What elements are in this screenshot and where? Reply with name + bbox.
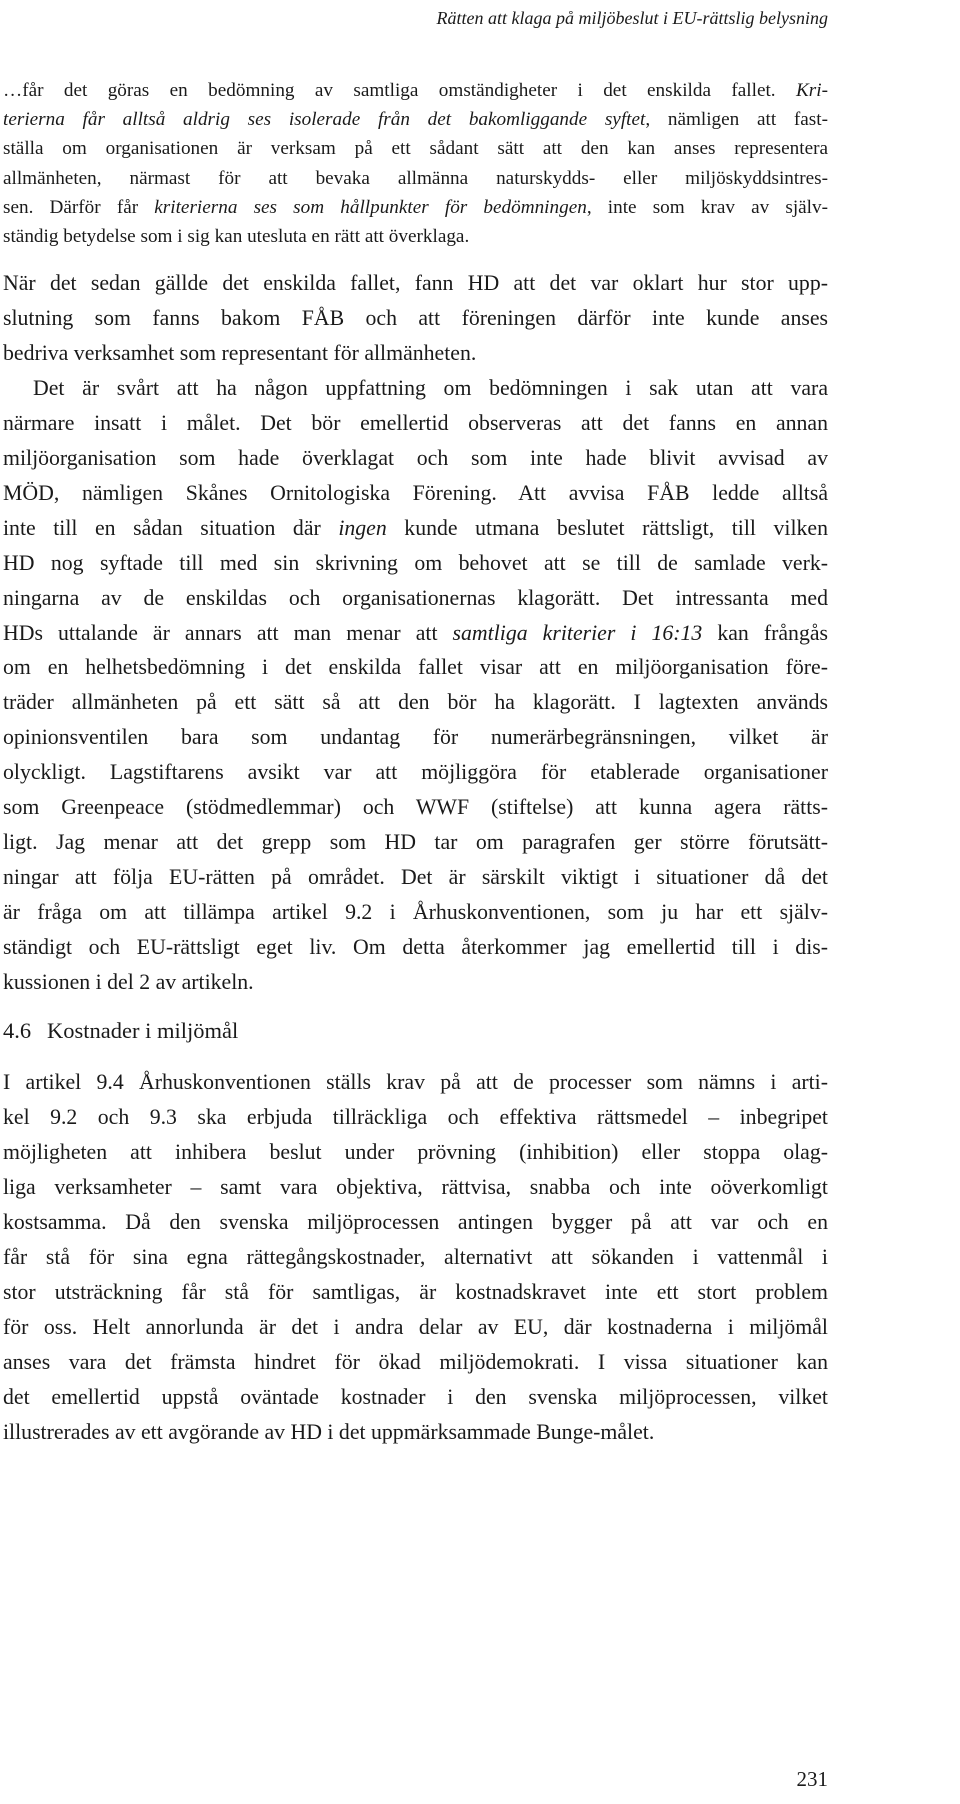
body-line: ständigt och EU-rättsligt eget liv. Om detta återkommer jag emellertid till i dis- — [3, 935, 828, 960]
body-line: HDs uttalande är annars att man menar att samtliga kriterier i 16:13 kan frångås — [3, 620, 829, 645]
body-line: Det är svårt att ha någon uppfattning om bedömningen i sak utan att vara — [33, 375, 828, 400]
body-emphasis: ingen — [338, 515, 387, 540]
body-line: anses vara det främsta hindret för ökad miljödemokrati. I vissa situationer kan — [3, 1349, 828, 1374]
body-line: närmare insatt i målet. Det bör emellertid observeras att det fanns en annan — [3, 410, 828, 435]
quoted-passage — [0, 76, 828, 251]
body-line: om en helhetsbedömning i det enskilda fallet visar att en miljöorganisation före- — [3, 655, 828, 680]
body-line: opinionsventilen bara som undantag för numerärbegränsningen, vilket är — [3, 725, 828, 750]
body-line: illustrerades av ett avgörande av HD i det uppmärksammade Bunge-målet. — [3, 1419, 655, 1444]
page-number: 231 — [796, 1767, 828, 1791]
body-line: olyckligt. Lagstiftarens avsikt var att möjliggöra för etablerade organisationer — [3, 760, 828, 785]
body-line: I artikel 9.4 Århuskonventionen ställs krav på att de processer som nämns i arti- — [3, 1070, 828, 1094]
body-emphasis: samtliga kriterier i 16:13 — [452, 620, 703, 645]
body-line: ligt. Jag menar att det grepp som HD tar om paragrafen ger större förutsätt- — [3, 830, 828, 855]
body-paragraphs — [0, 266, 828, 1000]
body-line: är fråga om att tillämpa artikel 9.2 i Århuskonventionen, som ju har ett själv- — [3, 900, 828, 925]
quote-emphasis: Kri- — [796, 80, 828, 101]
section-title: Kostnader i miljömål — [47, 1018, 239, 1043]
body-line: kel 9.2 och 9.3 ska erbjuda tillräckliga och effektiva rättsmedel – inbegripet — [3, 1104, 828, 1129]
quote-line: ständig betydelse som i sig kan utesluta en rätt att överklaga. — [3, 226, 470, 248]
quote-line: …får det göras en bedömning av samtliga omständigheter i det enskilda fallet. Kri- — [3, 80, 828, 101]
quote-line: sen. Därför får kriterierna ses som hållpunkter för bedömningen, inte som krav av själv- — [3, 196, 828, 218]
body-line: som Greenpeace (stödmedlemmar) och WWF (stiftelse) att kunna agera rätts- — [3, 795, 828, 820]
running-header: Rätten att klaga på miljöbeslut i EU-rättslig belysning — [436, 8, 828, 28]
body-line: det emellertid uppstå oväntade kostnader i den svenska miljöprocessen, vilket — [3, 1384, 828, 1409]
body-line: inte till en sådan situation där ingen kunde utmana beslutet rättsligt, till vilken — [3, 515, 828, 540]
section-heading — [3, 1014, 238, 1048]
body-line: ningarna av de enskildas och organisationernas klagorätt. Det intressanta med — [3, 585, 828, 610]
body-line: får stå för sina egna rättegångskostnader, alternativt att sökanden i vattenmål i — [3, 1244, 828, 1269]
quote-line: ställa om organisationen är verksam på ett sådant sätt att den kan anses representera — [3, 138, 828, 160]
body-line: möjligheten att inhibera beslut under prövning (inhibition) eller stoppa olag- — [3, 1139, 828, 1164]
body-line: miljöorganisation som hade överklagat och som inte hade blivit avvisad av — [3, 445, 828, 470]
body-line: ningar att följa EU-rätten på området. Det är särskilt viktigt i situationer då det — [3, 865, 828, 890]
body-line: liga verksamheter – samt vara objektiva, rättvisa, snabba och inte oöverkomligt — [3, 1174, 828, 1199]
body-line: HD nog syftade till med sin skrivning om behovet att se till de samlade verk- — [3, 550, 828, 575]
quote-line: allmänheten, närmast för att bevaka allmänna naturskydds- eller miljöskyddsintres- — [3, 167, 828, 189]
quote-emphasis: kriterierna ses som hållpunkter för bedömningen — [154, 196, 587, 218]
body-line: kussionen i del 2 av artikeln. — [3, 970, 254, 995]
body-line: träder allmänheten på ett sätt så att den bör ha klagorätt. I lagtexten används — [3, 690, 828, 715]
body-line: stor utsträckning får stå för samtligas, är kostnadskravet inte ett stort problem — [3, 1279, 828, 1304]
quote-line: terierna får alltså aldrig ses isolerade från det bakomliggande syftet, nämligen att fast- — [3, 109, 828, 131]
body-line: kostsamma. Då den svenska miljöprocessen antingen bygger på att var och en — [3, 1209, 828, 1234]
section-body — [0, 1065, 828, 1449]
body-line: bedriva verksamhet som representant för allmänheten. — [3, 340, 477, 365]
body-line: När det sedan gällde det enskilda fallet, fann HD att det var oklart hur stor upp- — [3, 271, 828, 295]
body-line: slutning som fanns bakom FÅB och att föreningen därför inte kunde anses — [3, 305, 828, 330]
body-line: för oss. Helt annorlunda är det i andra delar av EU, där kostnaderna i miljömål — [3, 1314, 828, 1339]
body-line: MÖD, nämligen Skånes Ornitologiska Förening. Att avvisa FÅB ledde alltså — [3, 480, 828, 505]
quote-emphasis: terierna får alltså aldrig ses isolerade från det bakomliggande syftet — [3, 109, 646, 131]
section-number: 4.6 — [3, 1018, 32, 1043]
